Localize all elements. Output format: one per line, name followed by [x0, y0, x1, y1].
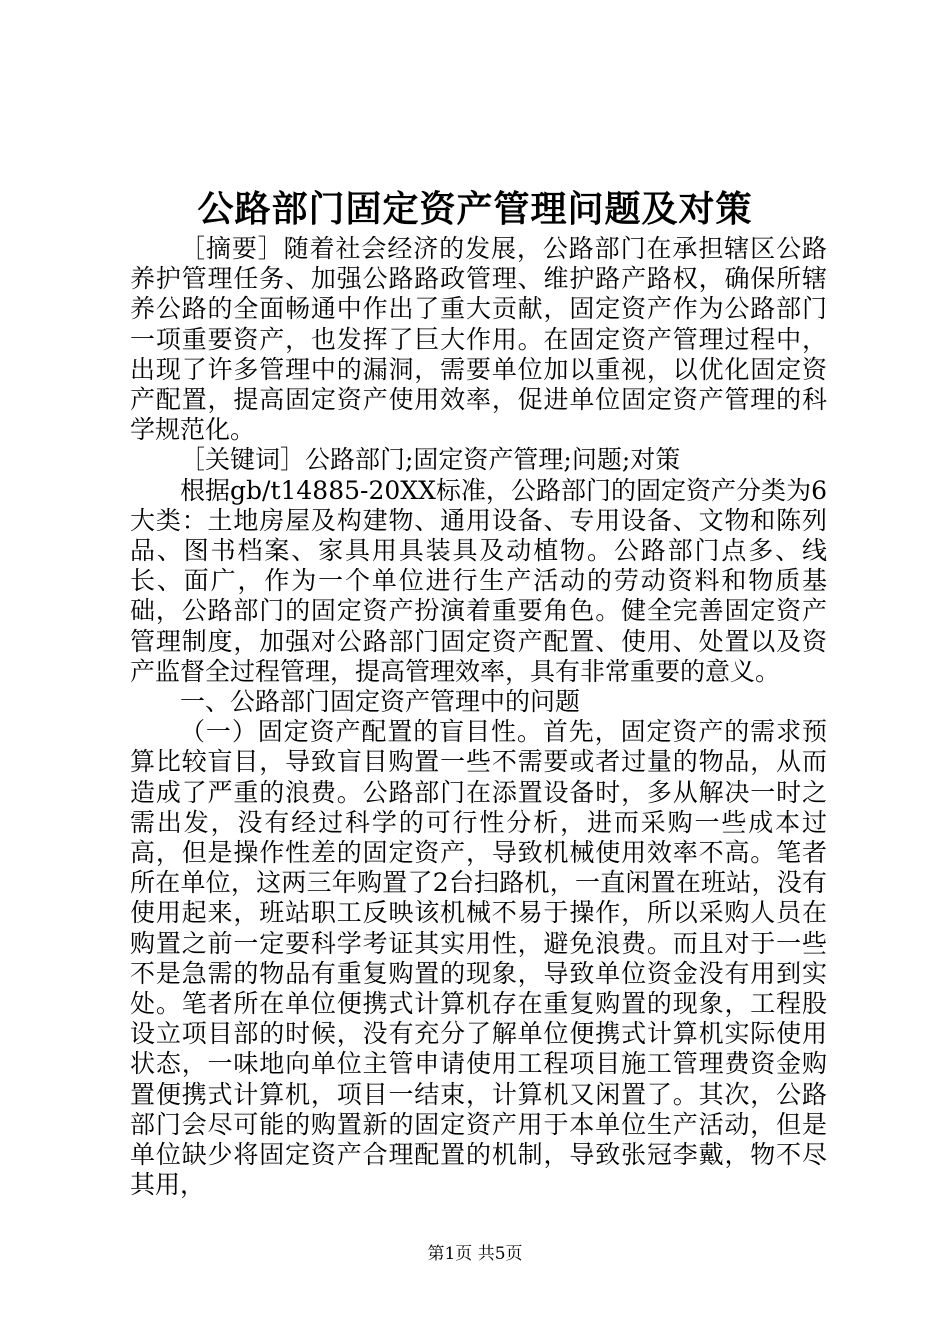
intro-paragraph: 根据gb/t14885-20XX标准，公路部门的固定资产分类为6大类：土地房屋及构建物、通用设备、专用设备、文物和陈列品、图书档案、家具用具装具及动植物。公路部门点多、线长、面广，作为一个单位进行生产活动的劳动资料和物质基础，公路部门的固定资产扮演着重要角色。健全完善固定资产管理制度，加强对公路部门固定资产配置、使用、处置以及资产监督全过程管理，提高管理效率，具有非常重要的意义。 [130, 475, 827, 686]
document-title: 公路部门固定资产管理问题及对策 [197, 188, 753, 230]
abstract-paragraph: ［摘要］随着社会经济的发展，公路部门在承担辖区公路养护管理任务、加强公路路政管理、维护路产路权，确保所辖养公路的全面畅通中作出了重大贡献，固定资产作为公路部门一项重要资产，也发挥了巨大作用。在固定资产管理过程中，出现了许多管理中的漏洞，需要单位加以重视，以优化固定资产配置，提高固定资产使用效率，促进单位固定资产管理的科学规范化。 [130, 234, 827, 445]
keywords-paragraph: ［关键词］公路部门;固定资产管理;问题;对策 [180, 445, 681, 475]
section-heading: 一、公路部门固定资产管理中的问题 [180, 687, 581, 717]
page-number-footer: 第1页 共5页 [427, 1244, 523, 1264]
document-body [130, 234, 827, 1201]
subsection-paragraph: （一）固定资产配置的盲目性。首先，固定资产的需求预算比较盲目，导致盲目购置一些不需要或者过量的物品，从而造成了严重的浪费。公路部门在添置设备时，多从解决一时之需出发，没有经过科学的可行性分析，进而采购一些成本过高，但是操作性差的固定资产，导致机械使用效率不高。笔者所在单位，这两三年购置了2台扫路机，一直闲置在班站，没有使用起来，班站职工反映该机械不易于操作，所以采购人员在购置之前一定要科学考证其实用性，避免浪费。而且对于一些不是急需的物品有重复购置的现象，导致单位资金没有用到实处。笔者所在单位便携式计算机存在重复购置的现象，工程股设立项目部的时候，没有充分了解单位便携式计算机实际使用状态，一味地向单位主管申请使用工程项目施工管理费资金购置便携式计算机，项目一结束，计算机又闲置了。其次，公路部门会尽可能的购置新的固定资产用于本单位生产活动，但是单位缺少将固定资产合理配置的机制，导致张冠李戴，物不尽其用， [130, 717, 827, 1200]
